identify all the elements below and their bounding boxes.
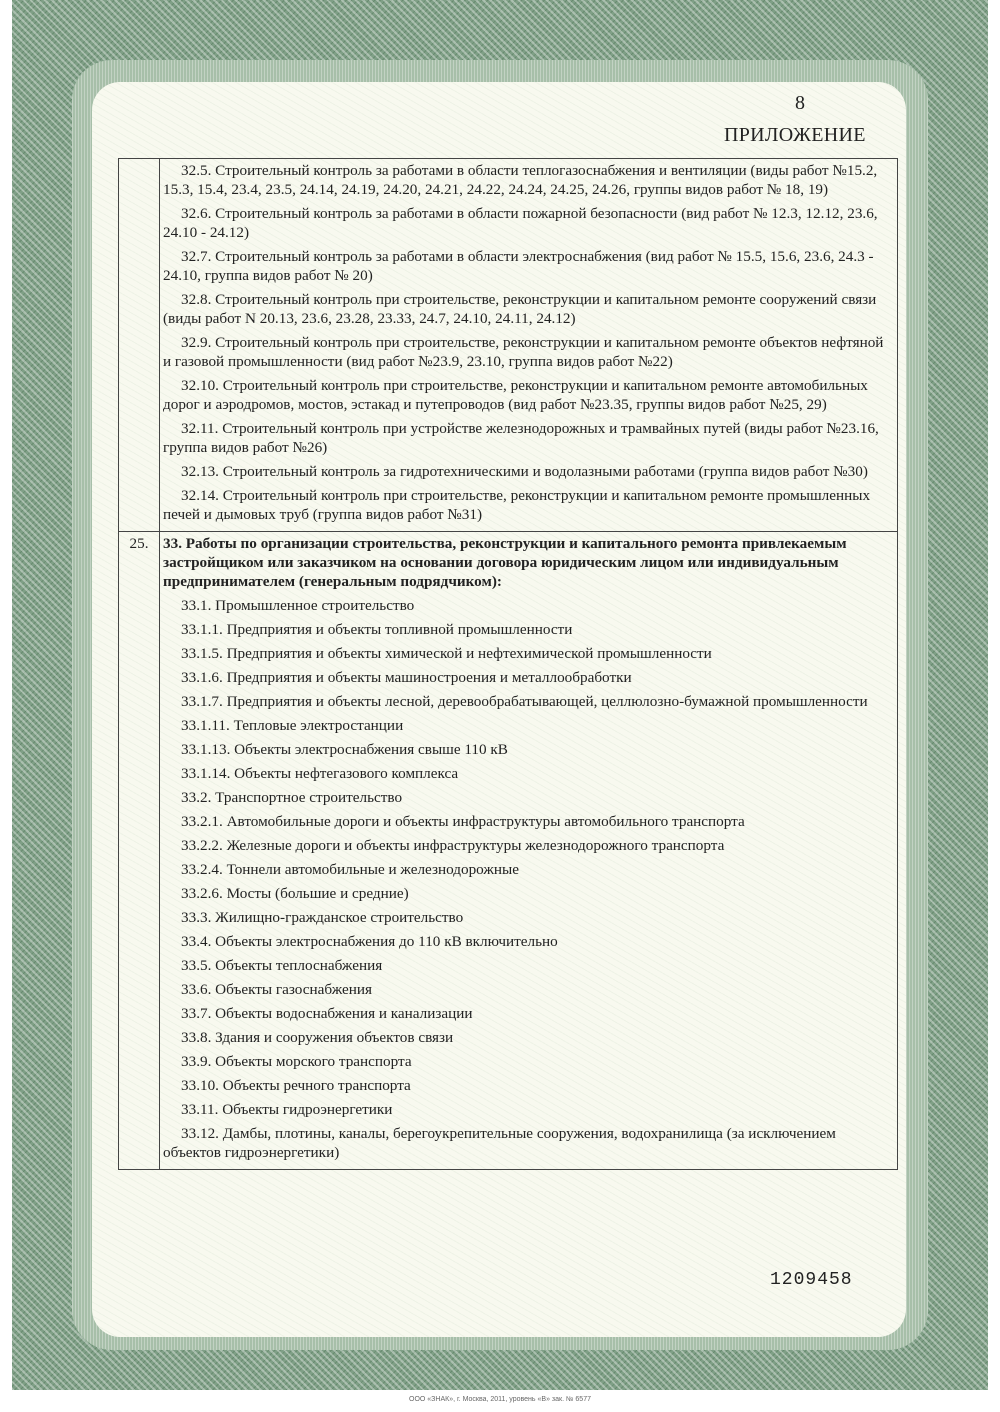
section-heading: 33. Работы по организации строительства, реконструкции и капитального ремонта привлекаемым застройщиком или заказчиком на основании договора юридическим лицом или индивидуальным предпринимателем (генеральным подрядчиком): [163, 535, 847, 590]
list-item: 32.13. Строительный контроль за гидротехническими и водолазными работами (группа видов работ №30) [181, 463, 868, 480]
list-item: 33.1.13. Объекты электроснабжения свыше 110 кВ [181, 741, 508, 758]
printer-imprint: ООО «ЗНАК», г. Москва, 2011, уровень «В» зак. № 6577 [409, 1396, 591, 1403]
list-item: 32.7. Строительный контроль за работами в области электроснабжения (вид работ № 15.5, 15.6, 23.6, 24.3 - 24.10, группа видов работ № 20) [163, 248, 874, 284]
serial-number: 1209458 [770, 1270, 853, 1290]
row-number [119, 159, 160, 532]
list-item: 32.6. Строительный контроль за работами в области пожарной безопасности (вид работ № 12.3, 12.12, 23.6, 24.10 - 24.12) [163, 205, 878, 241]
list-item: 32.14. Строительный контроль при строительстве, реконструкции и капитальном ремонте промышленных печей и дымовых труб (группа видов работ №31) [163, 487, 871, 523]
list-item: 32.10. Строительный контроль при строительстве, реконструкции и капитальном ремонте автомобильных дорог и аэродромов, мостов, эстакад и путепроводов (вид работ №23.35, группы видов работ №25, 29) [163, 377, 868, 413]
list-item: 33.2.2. Железные дороги и объекты инфраструктуры железнодорожного транспорта [181, 837, 725, 854]
list-item: 32.9. Строительный контроль при строительстве, реконструкции и капитальном ремонте объектов нефтяной и газовой промышленности (вид работ №23.9, 23.10, группа видов работ №22) [163, 334, 884, 370]
list-item: 33.2.1. Автомобильные дороги и объекты инфраструктуры автомобильного транспорта [181, 813, 745, 830]
row-number: 25. [119, 532, 160, 1170]
list-item: 33.1.7. Предприятия и объекты лесной, деревообрабатывающей, целлюлозно-бумажной промышленности [181, 693, 868, 710]
row-content [160, 532, 898, 1170]
list-item: 33.1.1. Предприятия и объекты топливной промышленности [181, 621, 573, 638]
list-item: 33.3. Жилищно-гражданское строительство [181, 909, 464, 926]
list-item: 33.8. Здания и сооружения объектов связи [181, 1029, 454, 1046]
list-item: 33.2. Транспортное строительство [181, 789, 403, 806]
table-row [119, 159, 898, 532]
list-item: 32.5. Строительный контроль за работами в области теплогазоснабжения и вентиляции (виды работ №15.2, 15.3, 15.4, 23.4, 23.5, 24.14, 24.19, 24.20, 24.21, 24.22, 24.24, 24.25, 24.26, группы видов работ № 18, 19) [163, 162, 878, 198]
list-item: 33.1.14. Объекты нефтегазового комплекса [181, 765, 459, 782]
list-item: 33.11. Объекты гидроэнергетики [181, 1101, 393, 1118]
list-item: 33.7. Объекты водоснабжения и канализации [181, 1005, 473, 1022]
row-content [160, 159, 898, 532]
list-item: 33.2.6. Мосты (большие и средние) [181, 885, 409, 902]
list-item: 33.12. Дамбы, плотины, каналы, берегоукрепительные сооружения, водохранилища (за исключением объектов гидроэнергетики) [163, 1125, 836, 1161]
list-item: 32.8. Строительный контроль при строительстве, реконструкции и капитальном ремонте сооружений связи (виды работ N 20.13, 23.6, 23.28, 23.33, 24.7, 24.10, 24.11, 24.12) [163, 291, 877, 327]
list-item: 33.1.11. Тепловые электростанции [181, 717, 404, 734]
list-item: 33.4. Объекты электроснабжения до 110 кВ включительно [181, 933, 558, 950]
list-item: 33.1.6. Предприятия и объекты машиностроения и металлообработки [181, 669, 632, 686]
list-item: 33.2.4. Тоннели автомобильные и железнодорожные [181, 861, 519, 878]
list-item: 33.1.5. Предприятия и объекты химической и нефтехимической промышленности [181, 645, 712, 662]
list-item: 33.10. Объекты речного транспорта [181, 1077, 411, 1094]
list-item: 33.6. Объекты газоснабжения [181, 981, 372, 998]
list-item: 33.9. Объекты морского транспорта [181, 1053, 412, 1070]
list-item: 32.11. Строительный контроль при устройстве железнодорожных и трамвайных путей (виды работ №23.16, группа видов работ №26) [163, 420, 879, 456]
document-heading: ПРИЛОЖЕНИЕ [724, 124, 866, 146]
list-item: 33.1. Промышленное строительство [181, 597, 415, 614]
table-row [119, 532, 898, 1170]
works-table [118, 158, 898, 1170]
page-number: 8 [795, 92, 805, 114]
list-item: 33.5. Объекты теплоснабжения [181, 957, 383, 974]
